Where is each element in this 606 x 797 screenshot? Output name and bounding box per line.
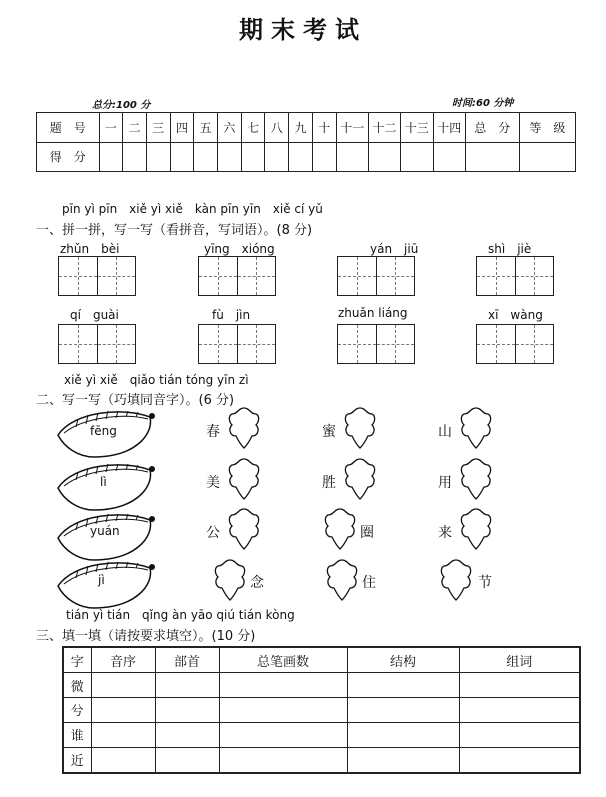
- score-header-cell: 六: [218, 113, 242, 143]
- section1-heading: 一、拼一拼，写一写（看拼音，写词语）。(8 分): [36, 223, 313, 238]
- given-char: 蜜: [322, 424, 336, 440]
- score-cell[interactable]: [99, 142, 123, 172]
- word-pinyin: shì jiè: [488, 242, 532, 256]
- total-score: 总分:100 分: [92, 100, 151, 111]
- score-header-cell: 一: [99, 113, 123, 143]
- answer-cell[interactable]: [155, 698, 219, 723]
- table-row: [63, 722, 580, 747]
- writing-grid[interactable]: [476, 324, 554, 364]
- answer-leaf-icon[interactable]: [458, 507, 494, 551]
- answer-leaf-icon[interactable]: [226, 457, 262, 501]
- fill-header-cell: 组词: [459, 647, 580, 673]
- score-cell[interactable]: [519, 142, 575, 172]
- row-char: 近: [63, 747, 91, 773]
- answer-leaf-icon[interactable]: [438, 558, 474, 602]
- answer-leaf-icon[interactable]: [458, 457, 494, 501]
- score-header-cell: 三: [146, 113, 170, 143]
- answer-cell[interactable]: [347, 673, 459, 698]
- score-header-cell: 十二: [368, 113, 400, 143]
- answer-leaf-icon[interactable]: [324, 558, 360, 602]
- fill-header-cell: 总笔画数: [219, 647, 347, 673]
- word-pinyin: fù jìn: [212, 308, 251, 322]
- answer-cell[interactable]: [459, 673, 580, 698]
- fill-table: [62, 646, 581, 774]
- given-char: 节: [478, 575, 492, 591]
- answer-leaf-icon[interactable]: [226, 406, 262, 450]
- answer-cell[interactable]: [219, 722, 347, 747]
- given-char: 春: [206, 424, 220, 440]
- score-header-cell: 题 号: [37, 113, 100, 143]
- answer-leaf-icon[interactable]: [342, 457, 378, 501]
- section2-pinyin: xiě yì xiě qiǎo tián tóng yīn zì: [64, 373, 249, 387]
- score-header-cell: 五: [194, 113, 218, 143]
- answer-cell[interactable]: [219, 698, 347, 723]
- fill-header-cell: 字: [63, 647, 91, 673]
- score-header-cell: 九: [289, 113, 313, 143]
- row-char: 微: [63, 673, 91, 698]
- section2-heading: 二、写一写（巧填同音字）。(6 分): [36, 393, 235, 408]
- score-table: [36, 112, 576, 172]
- section3-heading: 三、填一填（请按要求填空）。(10 分): [36, 629, 256, 644]
- word-pinyin: zhuǎn liáng: [338, 306, 408, 320]
- writing-grid[interactable]: [198, 256, 276, 296]
- score-value-row: [37, 142, 576, 172]
- given-char: 念: [250, 575, 264, 591]
- answer-cell[interactable]: [347, 747, 459, 773]
- score-header-cell: 七: [241, 113, 265, 143]
- page-title: 期末考试: [239, 15, 367, 44]
- given-char: 美: [206, 475, 220, 491]
- score-row-label: 得 分: [37, 142, 100, 172]
- score-cell[interactable]: [433, 142, 465, 172]
- leaf-label: lì: [100, 475, 107, 489]
- fill-header-cell: 部首: [155, 647, 219, 673]
- answer-leaf-icon[interactable]: [322, 507, 358, 551]
- writing-grid[interactable]: [58, 256, 136, 296]
- word-pinyin: yīng xióng: [204, 242, 275, 256]
- answer-cell[interactable]: [91, 698, 155, 723]
- score-cell[interactable]: [123, 142, 147, 172]
- answer-cell[interactable]: [91, 722, 155, 747]
- exam-time: 时间:60 分钟: [452, 98, 514, 109]
- writing-grid[interactable]: [337, 256, 415, 296]
- score-header-cell: 八: [265, 113, 289, 143]
- given-char: 胜: [322, 475, 336, 491]
- score-header-cell: 十一: [336, 113, 368, 143]
- table-row: [63, 747, 580, 773]
- given-char: 来: [438, 525, 452, 541]
- score-header-cell: 四: [170, 113, 194, 143]
- writing-grid[interactable]: [337, 324, 415, 364]
- writing-grid[interactable]: [476, 256, 554, 296]
- writing-grid[interactable]: [58, 324, 136, 364]
- leaf-label: yuán: [90, 524, 120, 538]
- score-header-cell: 十四: [433, 113, 465, 143]
- answer-leaf-icon[interactable]: [458, 406, 494, 450]
- answer-cell[interactable]: [459, 722, 580, 747]
- score-cell[interactable]: [241, 142, 265, 172]
- answer-cell[interactable]: [219, 747, 347, 773]
- given-char: 用: [438, 475, 452, 491]
- given-char: 住: [362, 575, 376, 591]
- score-cell[interactable]: [465, 142, 519, 172]
- answer-cell[interactable]: [347, 698, 459, 723]
- answer-cell[interactable]: [155, 722, 219, 747]
- score-cell[interactable]: [146, 142, 170, 172]
- word-pinyin: xī wàng: [488, 308, 543, 322]
- score-cell[interactable]: [170, 142, 194, 172]
- writing-grid[interactable]: [198, 324, 276, 364]
- table-row: [63, 673, 580, 698]
- given-char: 山: [438, 424, 452, 440]
- given-char: 圈: [360, 525, 374, 541]
- score-header-cell: 等 级: [519, 113, 575, 143]
- fill-header-cell: 音序: [91, 647, 155, 673]
- answer-leaf-icon[interactable]: [212, 558, 248, 602]
- score-header-cell: 十: [312, 113, 336, 143]
- score-header-row: [37, 113, 576, 143]
- word-pinyin: qí guài: [70, 308, 119, 322]
- word-pinyin: zhǔn bèi: [60, 242, 120, 256]
- given-char: 公: [206, 525, 220, 541]
- section3-pinyin: tián yì tián qǐng àn yāo qiú tián kòng: [66, 608, 295, 622]
- answer-cell[interactable]: [459, 747, 580, 773]
- answer-cell[interactable]: [155, 747, 219, 773]
- score-cell[interactable]: [368, 142, 400, 172]
- score-cell[interactable]: [401, 142, 433, 172]
- word-pinyin: yán jiū: [370, 242, 419, 256]
- score-header-cell: 二: [123, 113, 147, 143]
- answer-cell[interactable]: [459, 698, 580, 723]
- leaf-label: fēng: [90, 424, 117, 438]
- fill-header-row: [63, 647, 580, 673]
- row-char: 谁: [63, 722, 91, 747]
- score-cell[interactable]: [289, 142, 313, 172]
- score-cell[interactable]: [336, 142, 368, 172]
- answer-cell[interactable]: [91, 673, 155, 698]
- answer-leaf-icon[interactable]: [342, 406, 378, 450]
- row-char: 兮: [63, 698, 91, 723]
- section1-pinyin: pīn yì pīn xiě yì xiě kàn pīn yīn xiě cí yǔ: [62, 202, 323, 216]
- answer-cell[interactable]: [219, 673, 347, 698]
- score-header-cell: 总 分: [465, 113, 519, 143]
- answer-cell[interactable]: [347, 722, 459, 747]
- table-row: [63, 698, 580, 723]
- fill-header-cell: 结构: [347, 647, 459, 673]
- answer-leaf-icon[interactable]: [226, 507, 262, 551]
- score-header-cell: 十三: [401, 113, 433, 143]
- score-cell[interactable]: [218, 142, 242, 172]
- answer-cell[interactable]: [91, 747, 155, 773]
- score-cell[interactable]: [312, 142, 336, 172]
- answer-cell[interactable]: [155, 673, 219, 698]
- leaf-label: jì: [98, 573, 105, 587]
- score-cell[interactable]: [265, 142, 289, 172]
- score-cell[interactable]: [194, 142, 218, 172]
